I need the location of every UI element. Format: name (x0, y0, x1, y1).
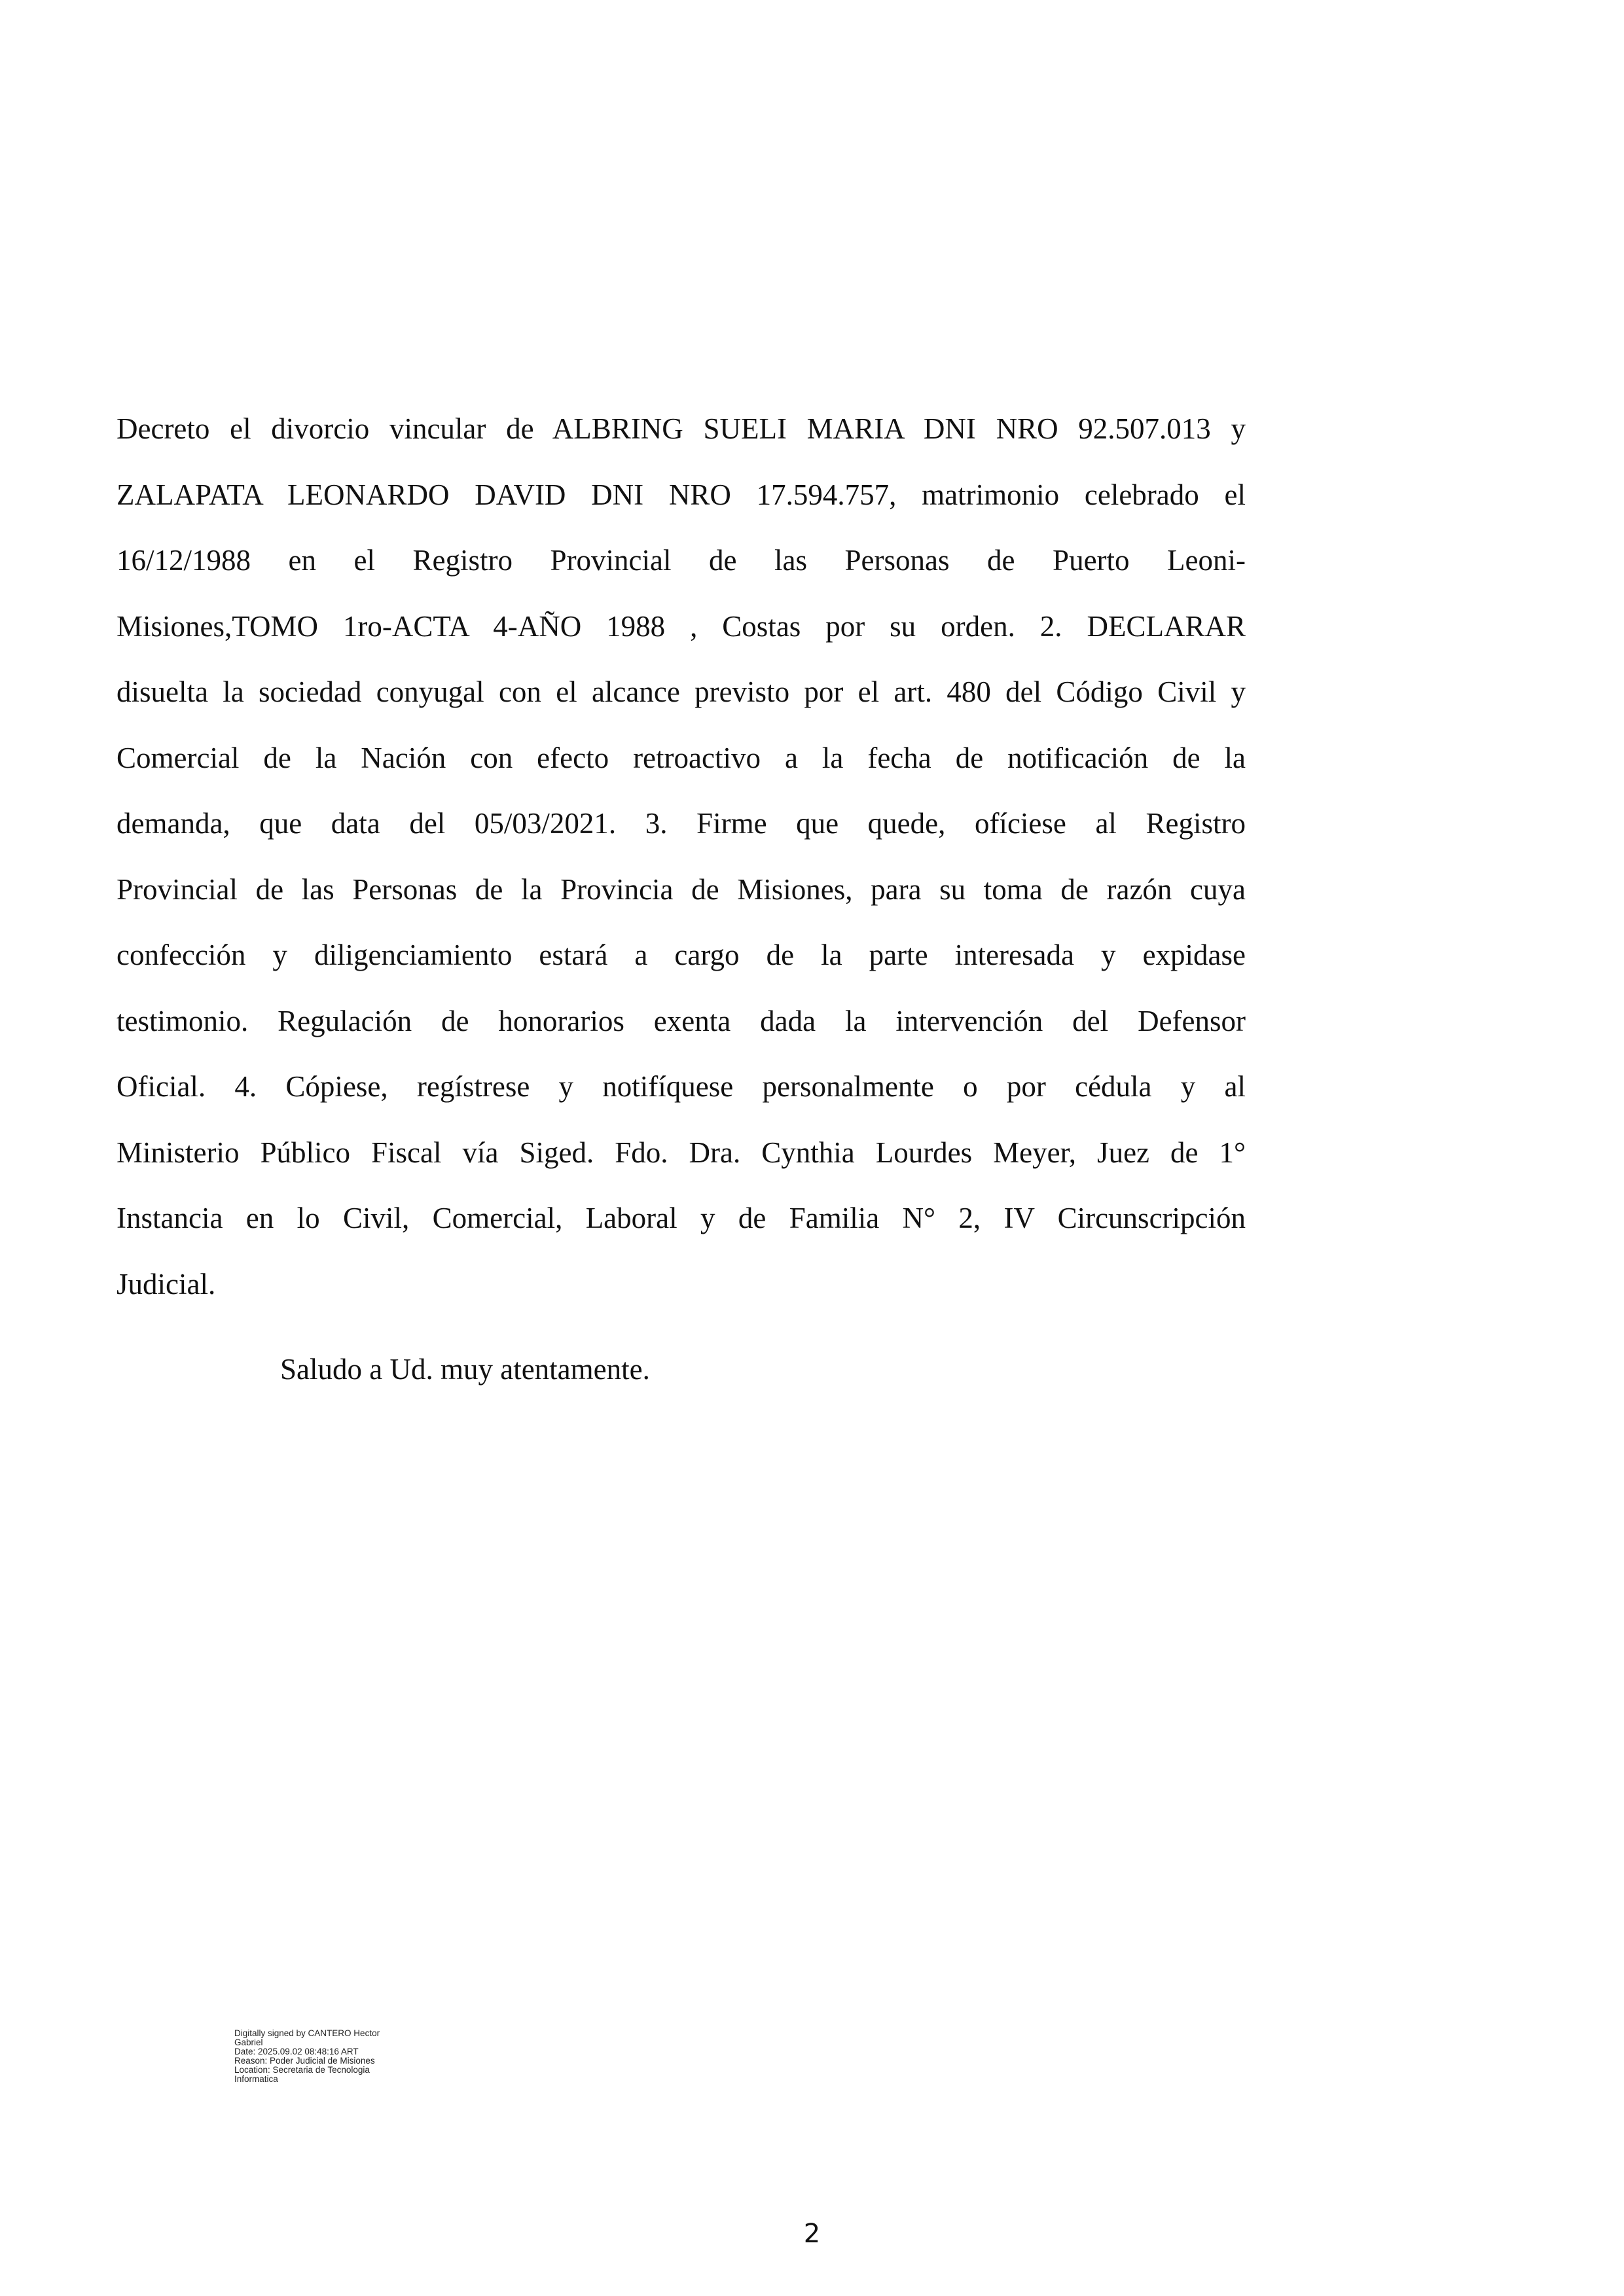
body-line: Instancia en lo Civil, Comercial, Laboral y de Familia N° 2, IV Circunscripción (117, 1202, 1246, 1234)
body-paragraph (117, 396, 1246, 1317)
body-line: 16/12/1988 en el Registro Provincial de las Personas de Puerto Leoni- (117, 544, 1246, 577)
signature-line: Location: Secretaria de Tecnologia (234, 2065, 370, 2075)
closing-salutation: Saludo a Ud. muy atentamente. (280, 1353, 650, 1386)
body-line: testimonio. Regulación de honorarios exenta dada la intervención del Defensor (117, 1004, 1246, 1037)
body-line: ZALAPATA LEONARDO DAVID DNI NRO 17.594.757, matrimonio celebrado el (117, 478, 1246, 511)
body-line: demanda, que data del 05/03/2021. 3. Firme que quede, ofíciese al Registro (117, 807, 1246, 840)
body-line: Misiones,TOMO 1ro-ACTA 4-AÑO 1988 , Costas por su orden. 2. DECLARAR (117, 609, 1246, 643)
signature-line: Date: 2025.09.02 08:48:16 ART (234, 2047, 359, 2056)
body-line: disuelta la sociedad conyugal con el alcance previsto por el art. 480 del Código Civil y (117, 675, 1246, 708)
signature-line: Gabriel (234, 2037, 263, 2047)
body-line: Decreto el divorcio vincular de ALBRING SUELI MARIA DNI NRO 92.507.013 y (117, 412, 1246, 445)
page-number: 2 (803, 2219, 821, 2249)
body-line: Comercial de la Nación con efecto retroactivo a la fecha de notificación de la (117, 741, 1246, 774)
signature-line: Digitally signed by CANTERO Hector (234, 2028, 380, 2038)
body-line: Ministerio Público Fiscal vía Siged. Fdo. Dra. Cynthia Lourdes Meyer, Juez de 1° (117, 1136, 1246, 1169)
body-line: confección y diligenciamiento estará a cargo de la parte interesada y expidase (117, 939, 1246, 971)
body-line: Oficial. 4. Cópiese, regístrese y notifíquese personalmente o por cédula y al (117, 1070, 1246, 1103)
body-line: Judicial. (117, 1267, 216, 1300)
signature-line: Informatica (234, 2074, 278, 2084)
digital-signature-block (234, 2029, 380, 2084)
body-line: Provincial de las Personas de la Provincia de Misiones, para su toma de razón cuya (117, 872, 1246, 906)
signature-line: Reason: Poder Judicial de Misiones (234, 2056, 375, 2066)
